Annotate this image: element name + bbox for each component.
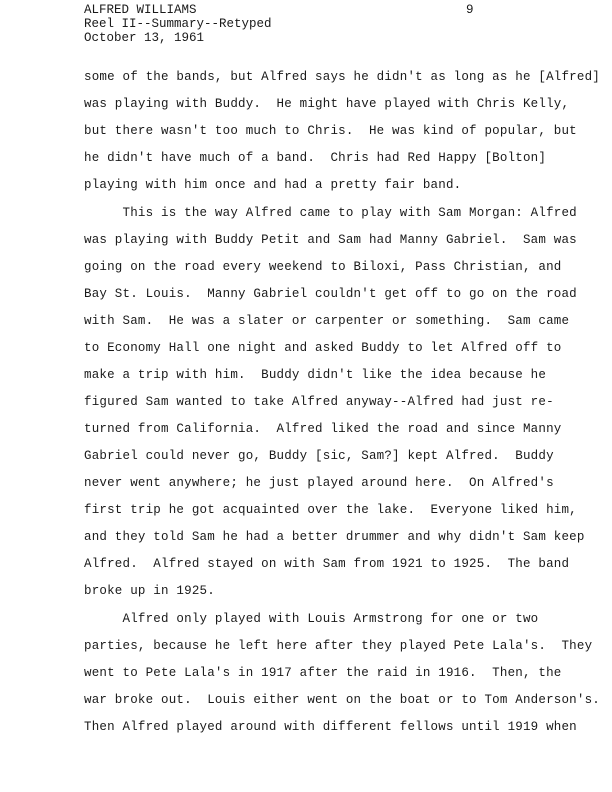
body-line: went to Pete Lala's in 1917 after the raid in 1916. Then, the [84, 666, 562, 680]
body-line: Then Alfred played around with different fellows until 1919 when [84, 720, 577, 734]
body-line: Alfred only played with Louis Armstrong for one or two [84, 612, 539, 626]
header-name: ALFRED WILLIAMS [84, 3, 197, 17]
body-line: make a trip with him. Buddy didn't like the idea because he [84, 368, 547, 382]
header-reel: Reel II--Summary--Retyped [84, 17, 272, 31]
body-line: was playing with Buddy. He might have played with Chris Kelly, [84, 97, 570, 111]
body-line: war broke out. Louis either went on the boat or to Tom Anderson's. [84, 693, 600, 707]
body-line: Gabriel could never go, Buddy [sic, Sam?] kept Alfred. Buddy [84, 449, 554, 463]
body-line: first trip he got acquainted over the lake. Everyone liked him, [84, 503, 577, 517]
body-line: broke up in 1925. [84, 584, 215, 598]
body-line: parties, because he left here after they played Pete Lala's. They [84, 639, 593, 653]
body-line: playing with him once and had a pretty fair band. [84, 178, 462, 192]
body-line: was playing with Buddy Petit and Sam had Manny Gabriel. Sam was [84, 233, 577, 247]
body-line: This is the way Alfred came to play with Sam Morgan: Alfred [84, 206, 577, 220]
body-line: but there wasn't too much to Chris. He was kind of popular, but [84, 124, 577, 138]
body-line: and they told Sam he had a better drummer and why didn't Sam keep [84, 530, 585, 544]
body-line: he didn't have much of a band. Chris had Red Happy [Bolton] [84, 151, 547, 165]
header-date: October 13, 1961 [84, 31, 205, 45]
body-line: never went anywhere; he just played around here. On Alfred's [84, 476, 554, 490]
body-line: with Sam. He was a slater or carpenter or something. Sam came [84, 314, 570, 328]
body-line: going on the road every weekend to Biloxi, Pass Christian, and [84, 260, 562, 274]
body-line: figured Sam wanted to take Alfred anyway--Alfred had just re- [84, 395, 554, 409]
body-line: Alfred. Alfred stayed on with Sam from 1921 to 1925. The band [84, 557, 570, 571]
body-line: turned from California. Alfred liked the road and since Manny [84, 422, 562, 436]
page-number: 9 [466, 3, 474, 17]
body-line: some of the bands, but Alfred says he didn't as long as he [Alfred] [84, 70, 600, 84]
body-line: to Economy Hall one night and asked Buddy to let Alfred off to [84, 341, 562, 355]
body-line: Bay St. Louis. Manny Gabriel couldn't get off to go on the road [84, 287, 577, 301]
